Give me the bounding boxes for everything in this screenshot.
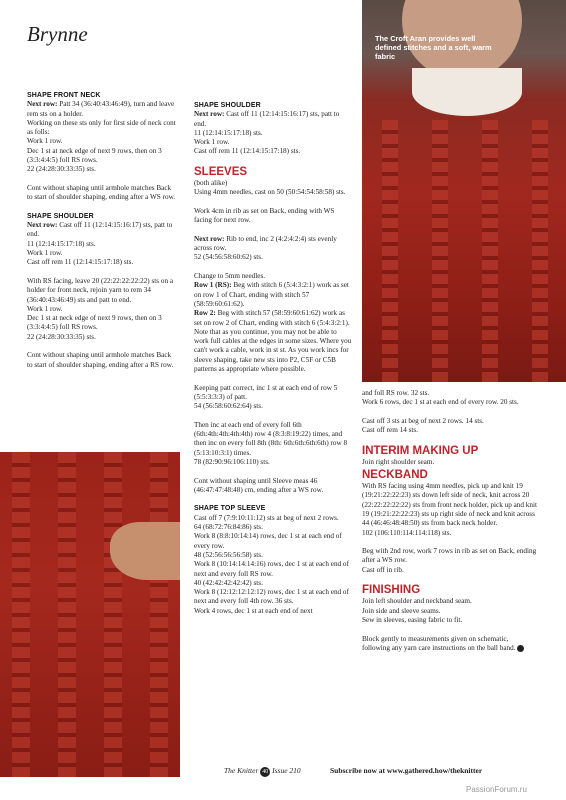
- row-text: Beg with stitch 6 (5:4:3:2:1) work as set on row 1 of Chart, ending with stitch 57 (58:59:60:61:62).: [194, 281, 349, 308]
- instruction: 64 (68:72:76:84:86) sts.: [194, 523, 263, 532]
- page-title: Brynne: [27, 22, 88, 46]
- instruction: Dec 1 st at neck edge of next 9 rows, then on 3 (3:3:4:4:5) foll RS rows.: [27, 314, 162, 332]
- instruction: Work 1 row.: [194, 138, 230, 147]
- instruction: Cast off 3 sts at beg of next 2 rows. 14 sts.: [362, 416, 484, 425]
- column-1: [27, 91, 177, 379]
- instruction: 52 (54:56:58:60:62) sts.: [194, 253, 263, 262]
- instruction: Work 1 row.: [27, 304, 63, 313]
- row-text: Rib to end, inc 2 (4:2:4:2:4) sts evenly across row.: [194, 234, 337, 253]
- column-3: [362, 389, 538, 653]
- row-label: Next row:: [194, 234, 225, 243]
- instruction: Join side and sleeve seams.: [362, 606, 441, 615]
- instruction: 11 (12:14:15:17:18) sts.: [27, 239, 96, 248]
- instruction: Join right shoulder seam.: [362, 457, 435, 466]
- row-label: Row 2:: [194, 309, 216, 318]
- instruction: Working on these sts only for first side of neck cont as folls:: [27, 118, 176, 137]
- page-number: 40: [262, 769, 269, 775]
- cable-stripe: [12, 452, 30, 777]
- instruction: [194, 110, 352, 129]
- row-label: Next row:: [27, 100, 58, 109]
- column-2: [194, 101, 352, 616]
- issue-number: Issue 210: [272, 766, 301, 775]
- cable-stripe: [382, 120, 398, 382]
- row-label: Row 1 (RS):: [194, 281, 232, 290]
- cable-stripe: [58, 452, 76, 777]
- row-text: Cast off 11 (12:14:15:16:17) sts, patt to end.: [27, 221, 173, 239]
- instruction: [27, 100, 177, 119]
- instruction: Cont without shaping until armhole matches Back to start of shoulder shaping, ending after a WS row.: [27, 183, 176, 202]
- instruction: Cast off rem 11 (12:14:15:17:18) sts.: [27, 258, 134, 267]
- subheading: SHAPE SHOULDER: [27, 212, 94, 220]
- instruction: 48 (52:56:56:56:58) sts.: [194, 550, 263, 559]
- instruction: Using 4mm needles, cast on 50 (50:54:54:58:58) sts.: [194, 188, 346, 197]
- photo-caption: The Croft Aran provides well defined stitches and a soft, warm fabric: [375, 34, 492, 61]
- instruction: Work 8 (10:14:14:14:16) rows, dec 1 st at each end of next and every foll RS row.: [194, 560, 349, 578]
- instruction-text: Block gently to measurements given on schematic, following any yarn care instructions on the ball band.: [362, 634, 516, 652]
- instruction: Cast off in rib.: [362, 565, 404, 574]
- instruction: Cont without shaping until armhole matches Back to start of shoulder shaping, ending after a RS row.: [27, 351, 174, 369]
- instruction: Cast off rem 14 sts.: [362, 426, 418, 435]
- instruction: Work 4cm in rib as set on Back, ending with WS facing for next row.: [194, 206, 335, 225]
- instruction: Cast off 7 (7:9:10:11:12) sts at beg of next 2 rows.: [194, 513, 339, 522]
- instruction: Cont without shaping until Sleeve meas 46 (46:47:47:48:48) cm, ending after a WS row.: [194, 476, 324, 494]
- row-text: Beg with stitch 57 (58:59:60:61:62) work as set on row 2 of Chart, ending with stitch 6 (5:4:3:2:1).: [194, 309, 350, 327]
- instruction: 40 (42:42:42:42:42) sts.: [194, 578, 263, 587]
- instruction: Work 8 (8:8:10:14:14) rows, dec 1 st at each end of every row.: [194, 532, 342, 550]
- instruction: 54 (56:58:60:62:64) sts.: [194, 402, 263, 411]
- footer-subscribe[interactable]: Subscribe now at www.gathered.how/theknitter: [330, 766, 483, 775]
- magazine-name: The Knitter: [224, 766, 259, 775]
- shirt-collar: [412, 68, 522, 116]
- instruction: (both alike): [194, 179, 228, 188]
- section-heading-interim-making-up: INTERIM MAKING UP: [362, 444, 479, 457]
- instruction: Keeping patt correct, inc 1 st at each end of row 5 (5:5:3:3:3) of patt.: [194, 383, 338, 401]
- instruction: Note that as you continue, you may not be able to work full cables at the edges in some sizes. Where you can't work a cable, work in st st. As you work incs for sleeve shaping, take new sts into P2, C5F or C5B patterns as appropriate where possible.: [194, 327, 352, 374]
- cable-stripe: [482, 120, 498, 382]
- instruction: With RS facing, leave 20 (22:22:22:22:22) sts on a holder for front neck, rejoin yarn to rem 34 (36:40:43:46:49) sts and patt to end.: [27, 276, 174, 304]
- instruction: Cast off rem 11 (12:14:15:17:18) sts.: [194, 147, 301, 156]
- subheading: SHAPE SHOULDER: [194, 102, 261, 109]
- instruction: [194, 281, 352, 309]
- instruction: Dec 1 st at neck edge of next 9 rows, then on 3 (3:3:4:4:5) foll RS rows.: [27, 146, 162, 165]
- subheading: SHAPE TOP SLEEVE: [194, 505, 266, 513]
- row-label: Next row:: [194, 110, 225, 119]
- section-heading-sleeves: SLEEVES: [194, 166, 248, 179]
- instruction: and foll RS row. 32 sts.: [362, 389, 430, 397]
- instruction: [194, 235, 352, 254]
- subheading: SHAPE FRONT NECK: [27, 92, 101, 99]
- instruction: 22 (24:28:30:33:35) sts.: [27, 165, 96, 174]
- row-text: Cast off 11 (12:14:15:16:17) sts, patt to end.: [194, 110, 340, 128]
- instruction: With RS facing using 4mm needles, pick up and knit 19 (19:21:22:22:23) sts down left side of neck, knit across 20 (22:22:22:22:22) sts from front neck holder, pick up and knit 19 (19:21:22:22:23) sts up right side of neck and knit across 44 (46:46:48:48:50) sts from back neck holder.: [362, 482, 537, 528]
- footer-magazine: [224, 766, 301, 777]
- instruction: Work 4 rows, dec 1 st at each end of next: [194, 606, 313, 615]
- instruction: Join left shoulder and neckband seam.: [362, 597, 472, 606]
- cable-stripe: [104, 452, 122, 777]
- instruction: [362, 635, 538, 654]
- instruction: 11 (12:14:15:17:18) sts.: [194, 128, 263, 137]
- section-heading-finishing: FINISHING: [362, 584, 421, 597]
- cable-stripe: [532, 120, 548, 382]
- instruction: [194, 309, 352, 328]
- cable-stripe: [150, 452, 168, 777]
- instruction: 22 (24:28:30:33:35) sts.: [27, 332, 96, 341]
- instruction: Work 8 (12:12:12:12:12) rows, dec 1 st at each end of next and every foll 4th row. 36 sts.: [194, 588, 349, 606]
- instruction: 78 (82:90:96:106:110) sts.: [194, 457, 270, 466]
- section-heading-neckband: NECKBAND: [362, 469, 428, 482]
- instruction: 102 (106:110:114:114:118) sts.: [362, 528, 452, 537]
- model-photo-bottom: [0, 452, 180, 777]
- instruction: Work 6 rows, dec 1 st at each end of every row. 20 sts.: [362, 398, 519, 407]
- instruction: Sew in sleeves, easing fabric to fit.: [362, 615, 463, 624]
- instruction: Work 1 row.: [27, 249, 63, 258]
- end-mark-icon: [517, 645, 524, 652]
- model-hand: [110, 522, 180, 580]
- instruction: Change to 5mm needles.: [194, 272, 266, 281]
- instruction: Beg with 2nd row, work 7 rows in rib as set on Back, ending after a WS row.: [362, 547, 537, 565]
- instruction: [27, 221, 177, 240]
- row-text: Patt 34 (36:40:43:46:49), turn and leave rem sts on a holder.: [27, 100, 175, 118]
- row-label: Next row:: [27, 221, 58, 230]
- instruction: Work 1 row.: [27, 137, 63, 146]
- instruction: Then inc at each end of every foll 6th (6th:4th:4th:4th:4th) row 4 (8:3:8:19:22) times, and then inc on every foll 8th (8th: 6th:6th:6th:6th) row 8 (5:13:10:3:1) times.: [194, 420, 348, 457]
- cable-stripe: [432, 120, 448, 382]
- watermark: PassionForum.ru: [466, 785, 527, 794]
